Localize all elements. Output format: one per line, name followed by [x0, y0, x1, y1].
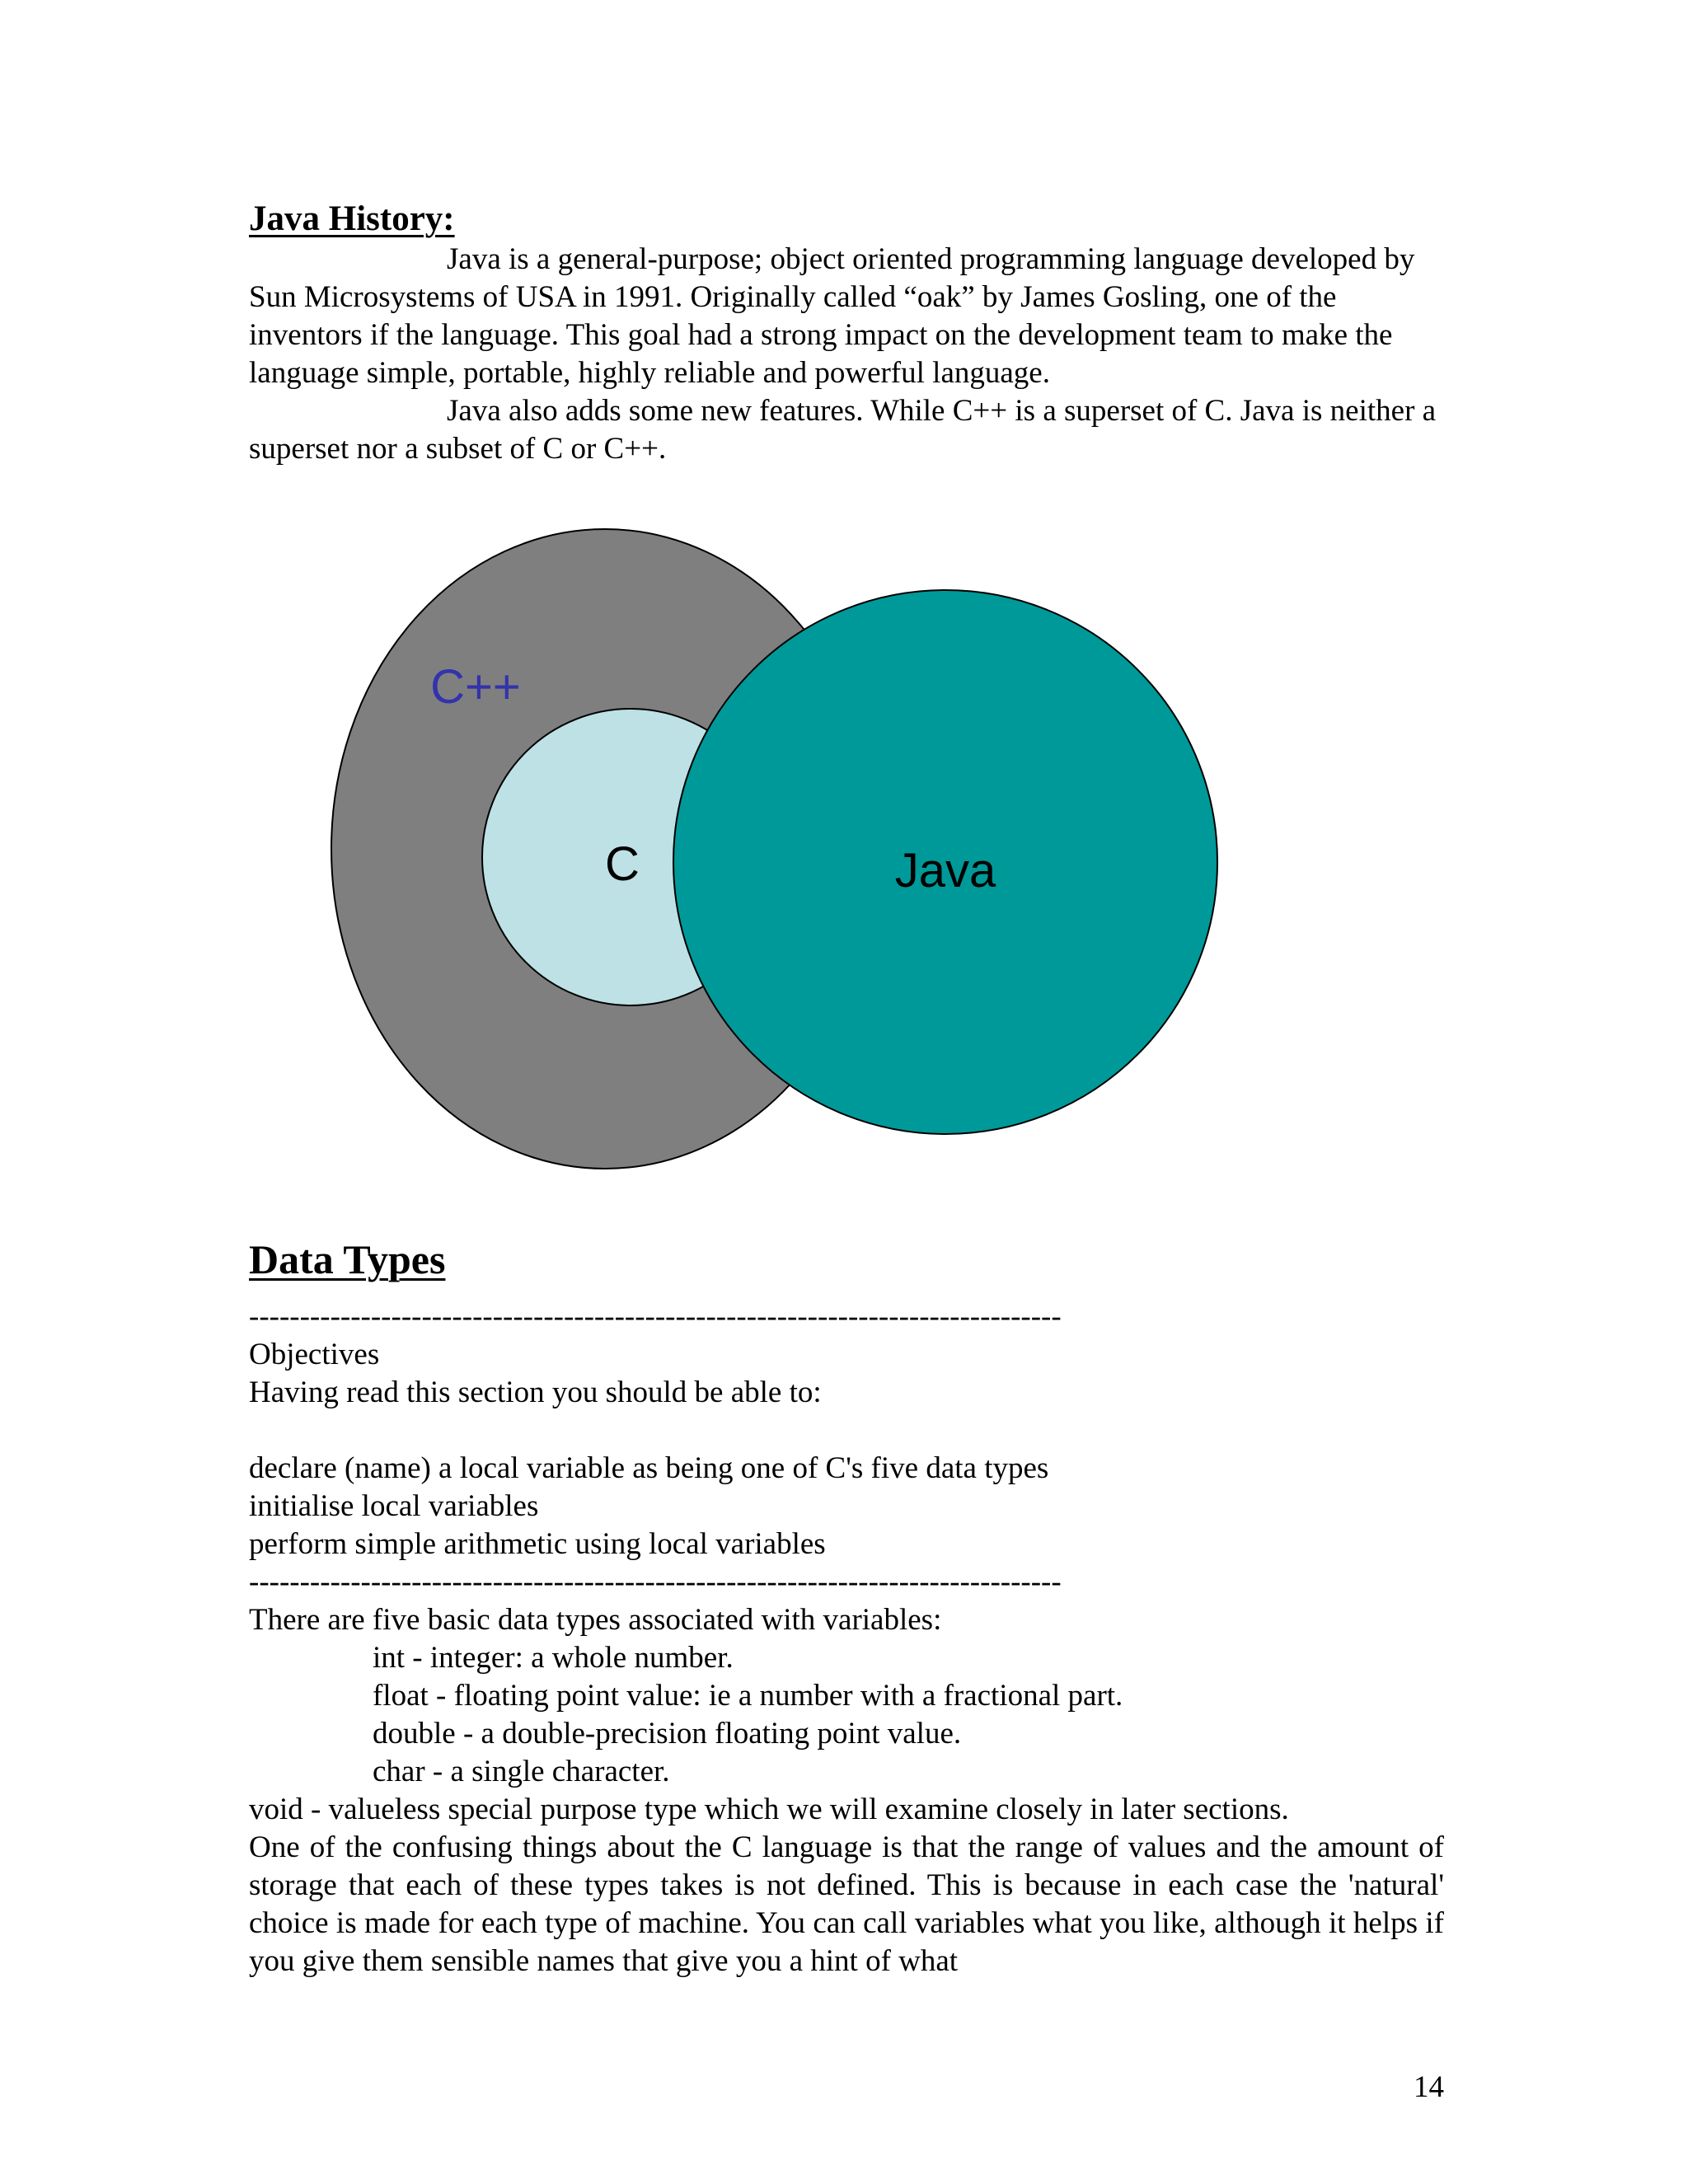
data-types-body-paragraph: One of the confusing things about the C language is that the range of values and the amount of storage that each of these types takes is not defined. This is because in each case the 'natural' choice is made for each type of machine. You can call variables what you like, although it helps if you give them sensible names that give you a hint of what	[249, 1830, 1444, 1978]
type-item-double: double - a double-precision floating point value.	[373, 1717, 962, 1750]
types-intro: There are five basic data types associated with variables:	[249, 1603, 942, 1637]
cpp-label: C++	[430, 660, 521, 714]
objective-item: perform simple arithmetic using local variables	[249, 1527, 826, 1561]
objective-item: declare (name) a local variable as being one of C's five data types	[249, 1451, 1049, 1485]
type-item-char: char - a single character.	[373, 1755, 670, 1788]
objectives-intro: Having read this section you should be able to:	[249, 1376, 822, 1409]
objective-item: initialise local variables	[249, 1489, 539, 1523]
history-paragraph-2: Java also adds some new features. While C++ is a superset of C. Java is neither a superset nor a subset of C or C++.	[249, 394, 1437, 466]
section-heading-java-history: Java History:	[249, 199, 455, 238]
java-label: Java	[894, 844, 996, 898]
blank-line	[249, 1412, 1444, 1450]
data-types-text	[249, 1298, 1444, 1980]
type-item-int: int - integer: a whole number.	[373, 1641, 734, 1675]
type-item-float: float - floating point value: ie a number with a fractional part.	[373, 1679, 1123, 1713]
divider-bottom: --------------------------------------------------------------------------------	[249, 1565, 1062, 1599]
page-number: 14	[1414, 2070, 1444, 2104]
divider-top: --------------------------------------------------------------------------------	[249, 1300, 1062, 1333]
objectives-title: Objectives	[249, 1338, 380, 1371]
history-paragraph-1: Java is a general-purpose; object oriented programming language developed by Sun Microsystems of USA in 1991. Originally called “oak” by James Gosling, one of the inventors if the language. This goal had a strong impact on the development team to make the language simple, portable, highly reliable and powerful language.	[249, 242, 1415, 390]
c-label: C	[605, 837, 640, 891]
type-item-void: void - valueless special purpose type which we will examine closely in later sections.	[249, 1793, 1289, 1826]
section-heading-data-types: Data Types	[249, 1236, 446, 1282]
